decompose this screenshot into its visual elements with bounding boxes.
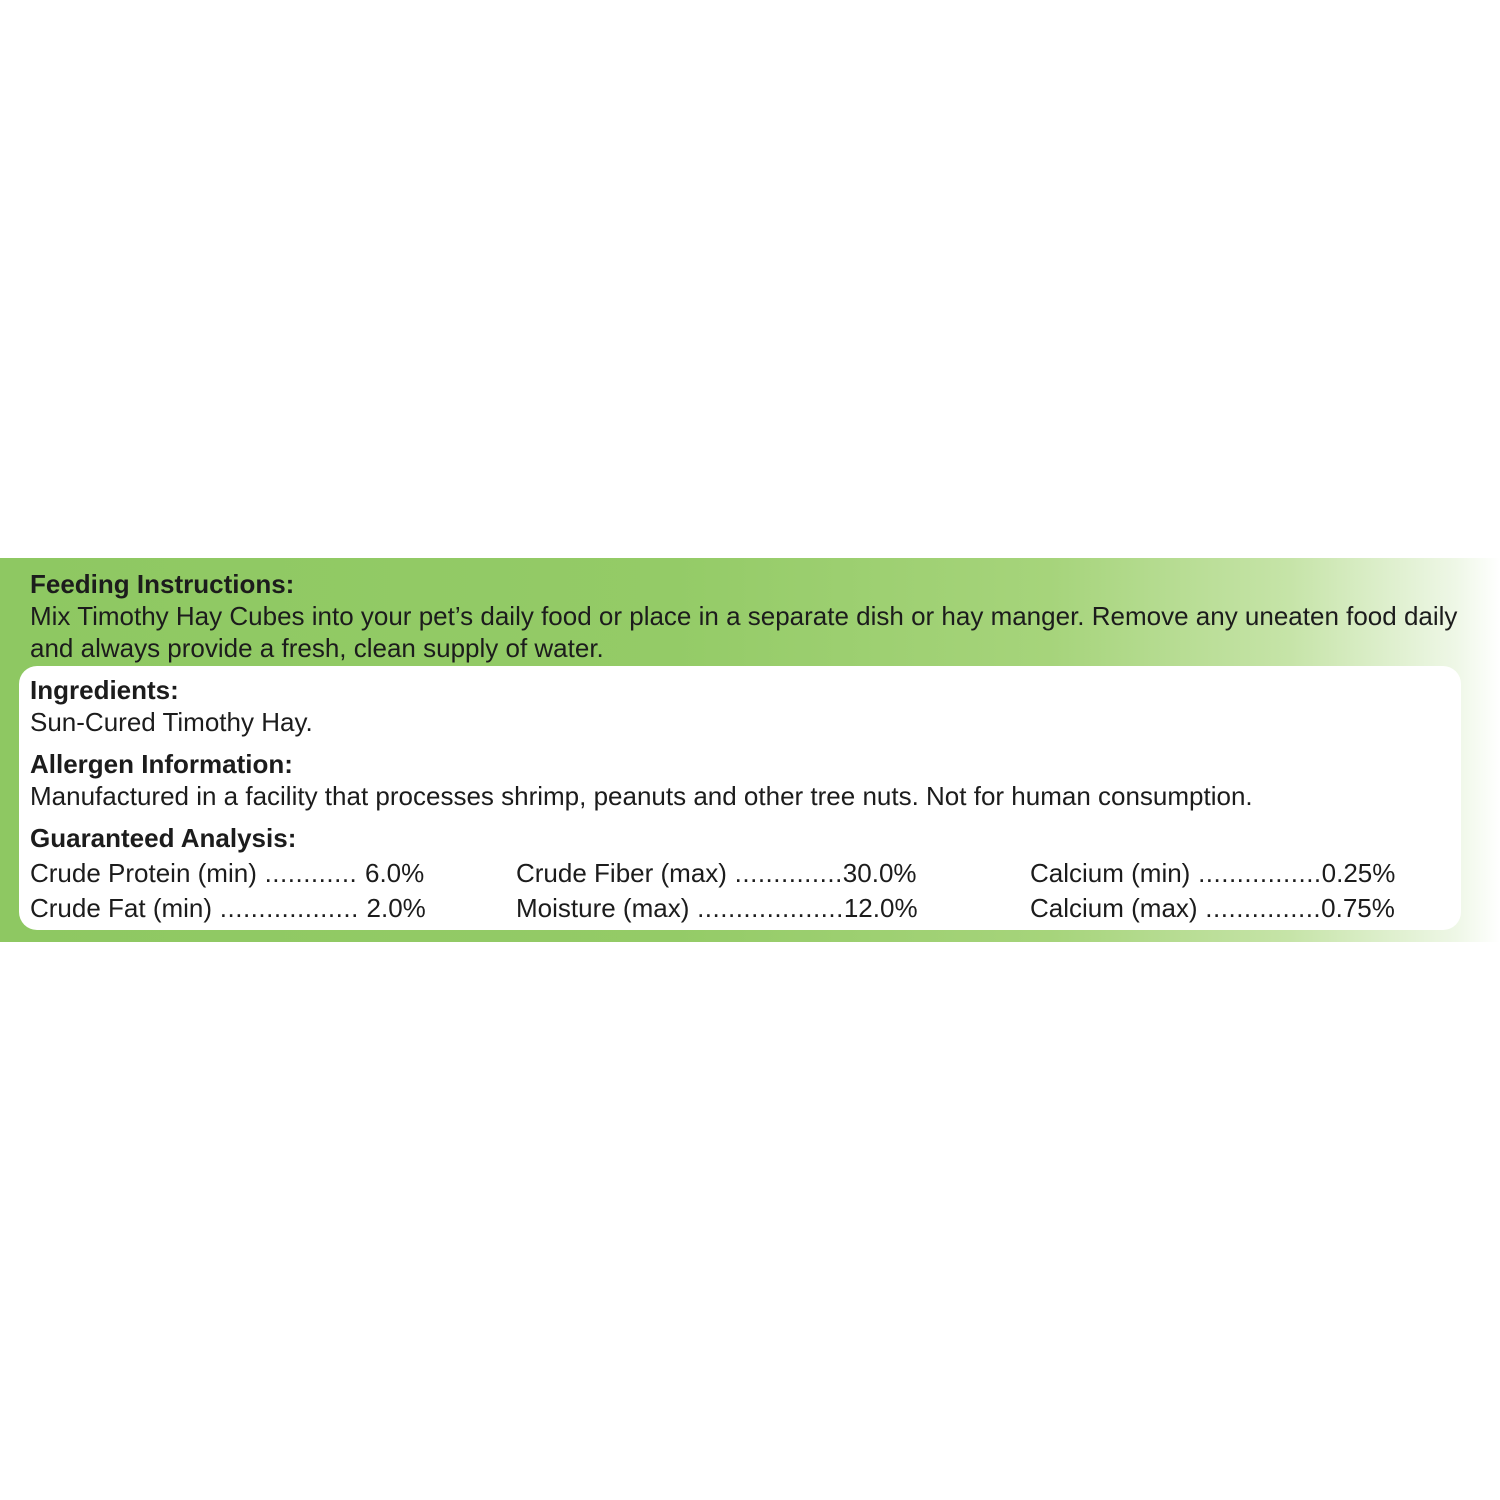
feeding-instructions-heading: Feeding Instructions: — [30, 569, 295, 599]
feeding-instructions-text: Mix Timothy Hay Cubes into your pet’s daily food or place in a separate dish or hay manger. Remove any uneaten food daily and always provide a fresh, clean supply of water. — [30, 601, 1458, 663]
analysis-name: Crude Fiber (max) — [516, 858, 727, 888]
ingredients-heading: Ingredients: — [30, 675, 179, 705]
analysis-value: 30.0% — [842, 858, 917, 888]
analysis-value: 0.25% — [1321, 858, 1396, 888]
analysis-leader-dots: .............. — [726, 858, 843, 888]
nutrition-info-box — [19, 666, 1461, 930]
analysis-item-crude-fat — [30, 891, 426, 925]
analysis-table — [30, 856, 1450, 926]
feeding-instructions-section — [30, 568, 1490, 664]
analysis-value: 12.0% — [843, 893, 918, 923]
analysis-name: Moisture (max) — [516, 893, 690, 923]
ingredients-section — [30, 674, 1450, 738]
analysis-leader-dots: ................ — [1190, 858, 1322, 888]
analysis-name: Crude Protein (min) — [30, 858, 257, 888]
allergen-section — [30, 748, 1450, 812]
analysis-value: 6.0% — [365, 858, 425, 888]
analysis-value: 0.75% — [1321, 893, 1395, 923]
allergen-heading: Allergen Information: — [30, 749, 293, 779]
analysis-leader-dots: ............ — [256, 858, 365, 888]
analysis-item-calcium-max — [1030, 891, 1395, 925]
analysis-item-moisture — [516, 891, 918, 925]
analysis-name: Calcium (max) — [1030, 893, 1198, 923]
product-label-panel — [0, 558, 1500, 942]
analysis-item-crude-protein — [30, 856, 424, 890]
analysis-value: 2.0% — [366, 893, 426, 923]
guaranteed-analysis-heading: Guaranteed Analysis: — [30, 823, 297, 853]
analysis-name: Calcium (min) — [1030, 858, 1191, 888]
analysis-leader-dots: ............... — [1197, 893, 1322, 923]
allergen-text: Manufactured in a facility that processes shrimp, peanuts and other tree nuts. Not for human consumption. — [30, 781, 1253, 811]
analysis-item-crude-fiber — [516, 856, 917, 890]
guaranteed-analysis-section — [30, 822, 1450, 926]
analysis-leader-dots: ................... — [689, 893, 844, 923]
analysis-item-calcium-min — [1030, 856, 1395, 890]
analysis-name: Crude Fat (min) — [30, 893, 213, 923]
analysis-leader-dots: .................. — [212, 893, 367, 923]
ingredients-text: Sun-Cured Timothy Hay. — [30, 707, 313, 737]
